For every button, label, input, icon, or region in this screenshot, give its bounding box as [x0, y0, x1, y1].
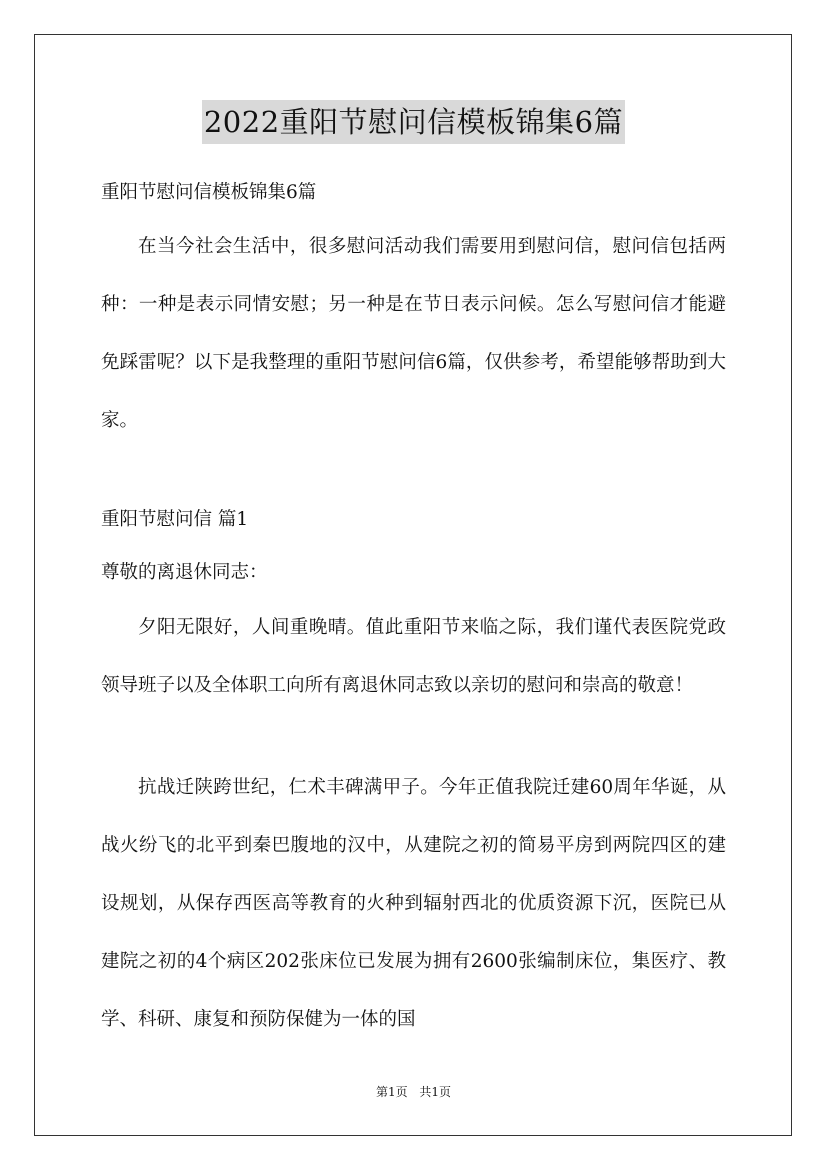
page-number: 第1页 [375, 1085, 408, 1099]
section-heading: 重阳节慰问信 篇1 [101, 509, 249, 530]
body-paragraph-2: 抗战迁陕跨世纪，仁术丰碑满甲子。今年正值我院迁建60周年华诞，从战火纷飞的北平到秦巴腹地的汉中，从建院之初的简易平房到两院四区的建设规划，从保存西医高等教育的火种到辐射西北的优质资源下沉，医院已从建院之初的4个病区202张床位已发展为拥有2600张编制床位，集医疗、教学、科研、康复和预防保健为一体的国 [101, 777, 726, 1030]
document-title-text: 2022重阳节慰问信模板锦集6篇 [202, 100, 625, 144]
page-footer [0, 1082, 827, 1102]
salutation: 尊敬的离退休同志： [101, 562, 268, 583]
body-paragraph-1: 夕阳无限好，人间重晚晴。值此重阳节来临之际，我们谨代表医院党政领导班子以及全体职工向所有离退休同志致以亲切的慰问和崇高的敬意！ [101, 617, 726, 696]
document-subtitle: 重阳节慰问信模板锦集6篇 [101, 182, 317, 203]
document-title [0, 100, 827, 144]
intro-paragraph: 在当今社会生活中，很多慰问活动我们需要用到慰问信，慰问信包括两种：一种是表示同情安慰；另一种是在节日表示问候。怎么写慰问信才能避免踩雷呢？以下是我整理的重阳节慰问信6篇，仅供参考，希望能够帮助到大家。 [101, 236, 726, 431]
page-total: 共1页 [419, 1085, 452, 1099]
